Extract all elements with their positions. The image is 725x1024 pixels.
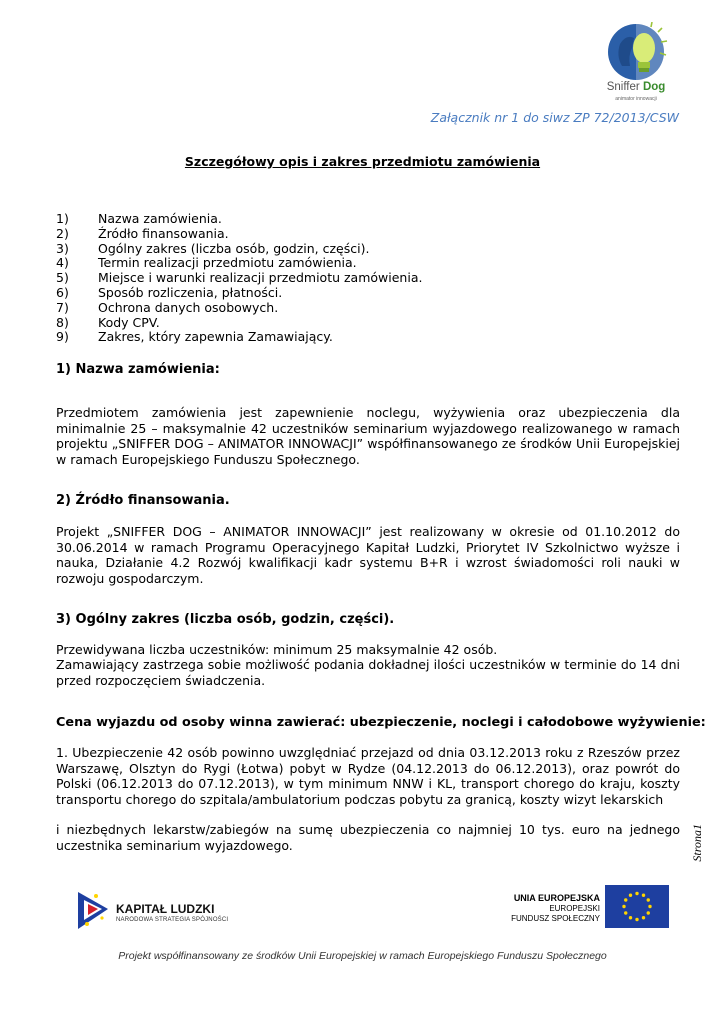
eu-label-3: FUNDUSZ SPOŁECZNY: [511, 914, 600, 923]
kapital-ludzki-title: KAPITAŁ LUDZKI: [116, 902, 215, 916]
eu-star-icon: [622, 905, 625, 908]
section-2-heading: 2) Źródło finansowania.: [56, 493, 230, 508]
price-item-1-continued: i niezbędnych lekarstw/zabiegów na sumę ubezpieczenia co najmniej 10 tys. euro na jednego uczestnika seminarium wyjazdowego.: [56, 822, 680, 853]
section-3-heading: 3) Ogólny zakres (liczba osób, godzin, części).: [56, 612, 395, 627]
logo-tagline: animator innowacji: [615, 96, 657, 102]
section-3-line2: Zamawiający zastrzega sobie możliwość podania dokładnej ilości uczestników w terminie do 14 dni przed rozpoczęciem świadczenia.: [56, 657, 680, 688]
eu-star-icon: [624, 898, 627, 901]
toc-item: 4) Termin realizacji przedmiotu zamówienia.: [56, 255, 357, 271]
kapital-ludzki-subtitle: NARODOWA STRATEGIA SPÓJNOŚCI: [116, 917, 229, 923]
eu-star-icon: [648, 905, 651, 908]
eu-star-icon: [642, 894, 645, 897]
eu-flag-icon: [605, 885, 669, 928]
eu-star-icon: [647, 911, 650, 914]
page-number: Strona1: [690, 824, 704, 862]
eu-star-icon: [629, 894, 632, 897]
price-item-1: 1. Ubezpieczenie 42 osób powinno uwzględniać przejazd od dnia 03.12.2013 roku z Rzeszów przez Warszawę, Olsztyn do Rygi (Łotwa) pobyt w Rydze (04.12.2013 do 06.12.2013), oraz powrót do Polski (06.12.2013 do 07.12.2013), w tym minimum NNW i KL, transport chorego do kraju, koszty transportu chorego do szpitala/ambulatorium podczas pobytu za granicą, koszty wizyt lekarskich: [56, 745, 680, 807]
section-2-text: Projekt „SNIFFER DOG – ANIMATOR INNOWACJI” jest realizowany w okresie od 01.10.2012 do 30.06.2014 w ramach Programu Operacyjnego Kapitał Ludzki, Priorytet IV Szkolnictwo wyższe i nauka, Działanie 4.2 Rozwój kwalifikacji kadr systemu B+R i wzrost świadomości roli nauki w rozwoju gospodarczym.: [56, 524, 680, 586]
section-1-text: Przedmiotem zamówienia jest zapewnienie noclegu, wyżywienia oraz ubezpieczenia dla minimalnie 25 – maksymalnie 42 uczestników seminarium wyjazdowego realizowanego w ramach projektu „SNIFFER DOG – ANIMATOR INNOWACJI” współfinansowanego ze środków Unii Europejskiej w ramach Europejskiego Funduszu Społecznego.: [56, 405, 680, 467]
footer-note: Projekt współfinansowany ze środków Unii Europejskiej w ramach Europejskiego Funduszu Społecznego: [118, 950, 607, 962]
toc-item: 8) Kody CPV.: [56, 314, 160, 330]
toc-item: 1) Nazwa zamówienia.: [56, 211, 222, 226]
toc-item: 3) Ogólny zakres (liczba osób, godzin, części).: [56, 240, 370, 256]
toc-item: 2) Źródło finansowania.: [56, 225, 229, 241]
eu-star-icon: [647, 898, 650, 901]
eu-star-icon: [624, 911, 627, 914]
price-heading: Cena wyjazdu od osoby winna zawierać: ubezpieczenie, noclegi i całodobowe wyżywienie:: [56, 715, 706, 730]
eu-label-2: EUROPEJSKI: [549, 904, 600, 913]
toc-item: 5) Miejsce i warunki realizacji przedmiotu zamówienia.: [56, 270, 423, 286]
document-title: Szczegółowy opis i zakres przedmiotu zamówienia: [184, 154, 541, 169]
eu-star-icon: [629, 916, 632, 919]
logo-brand: Sniffer Dog: [606, 81, 666, 93]
eu-label-1: UNIA EUROPEJSKA: [513, 893, 600, 903]
section-3-line1: Przewidywana liczba uczestników: minimum 25 maksymalnie 42 osób.: [56, 642, 498, 657]
eu-star-icon: [635, 918, 638, 921]
toc-item: 6) Sposób rozliczenia, płatności.: [56, 284, 283, 300]
eu-star-icon: [635, 892, 638, 895]
annex-reference: Załącznik nr 1 do siwz ZP 72/2013/CSW: [430, 110, 679, 125]
toc-item: 7) Ochrona danych osobowych.: [56, 299, 279, 315]
toc-item: 9) Zakres, który zapewnia Zamawiający.: [56, 329, 333, 345]
table-of-contents: [56, 212, 676, 345]
section-1-heading: 1) Nazwa zamówienia:: [56, 362, 220, 377]
eu-star-icon: [642, 916, 645, 919]
